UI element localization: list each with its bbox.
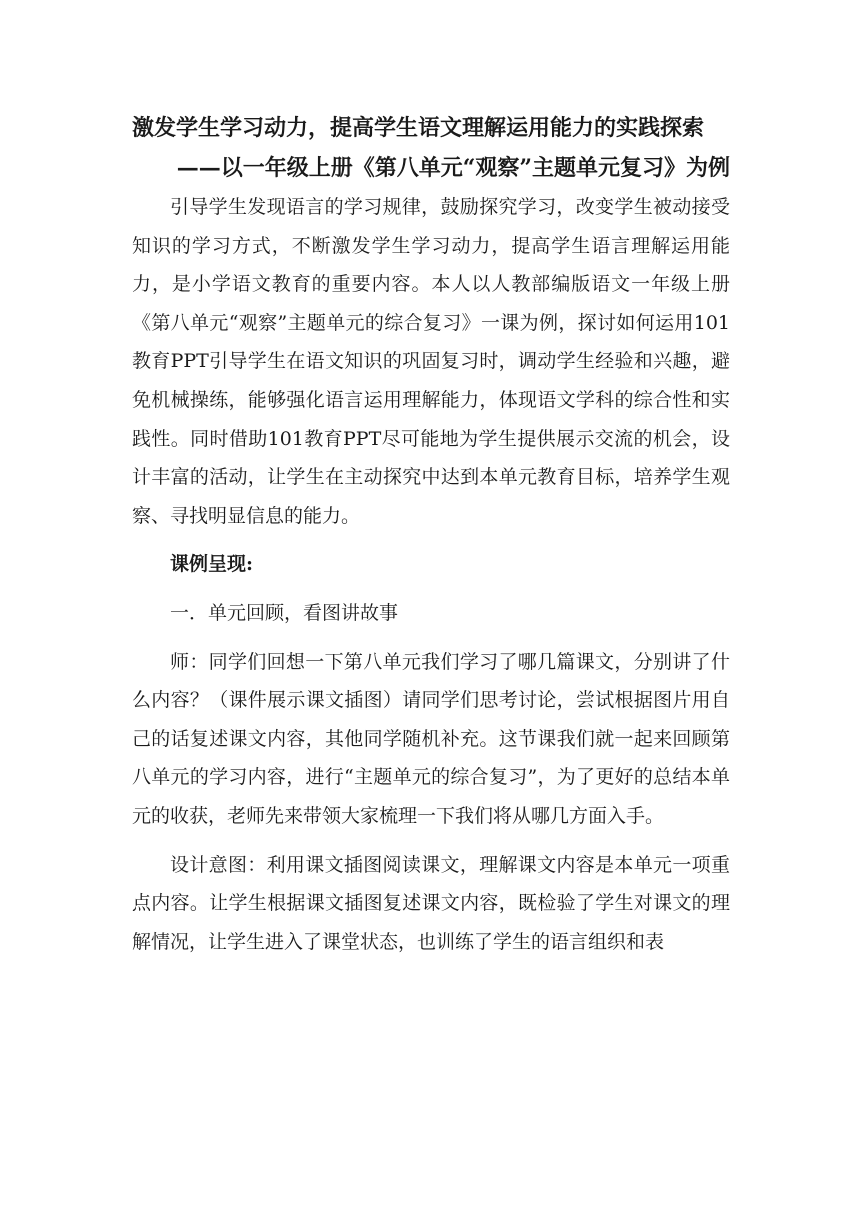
document-page: [132, 108, 730, 961]
document-title: 激发学生学习动力，提高学生语文理解运用能力的实践探索: [132, 115, 705, 141]
teacher-paragraph: 师：同学们回想一下第八单元我们学习了哪几篇课文，分别讲了什么内容？（课件展示课文插图）请同学们思考讨论，尝试根据图片用自己的话复述课文内容，其他同学随机补充。这节课我们就一起来回顾第八单元的学习内容，进行“主题单元的综合复习”，为了更好的总结本单元的收获，老师先来带领大家梳理一下我们将从哪几方面入手。: [132, 650, 730, 827]
section-heading-case: 课例呈现:: [170, 553, 254, 576]
document-body: [132, 188, 730, 961]
section-heading-review: 一．单元回顾，看图讲故事: [170, 601, 399, 624]
document-subtitle: ——以一年级上册《第八单元“观察”主题单元复习》为例: [176, 155, 730, 181]
design-intent-paragraph: 设计意图：利用课文插图阅读课文，理解课文内容是本单元一项重点内容。让学生根据课文插图复述课文内容，既检验了学生对课文的理解情况，让学生进入了课堂状态，也训练了学生的语言组织和表: [132, 853, 730, 953]
intro-paragraph: 引导学生发现语言的学习规律，鼓励探究学习，改变学生被动接受知识的学习方式，不断激发学生学习动力，提高学生语言理解运用能力，是小学语文教育的重要内容。本人以人教部编版语文一年级上册《第八单元“观察”主题单元的综合复习》一课为例，探讨如何运用101教育PPT引导学生在语文知识的巩固复习时，调动学生经验和兴趣，避免机械操练，能够强化语言运用理解能力，体现语文学科的综合性和实践性。同时借助101教育PPT尽可能地为学生提供展示交流的机会，设计丰富的活动，让学生在主动探究中达到本单元教育目标，培养学生观察、寻找明显信息的能力。: [132, 196, 730, 527]
